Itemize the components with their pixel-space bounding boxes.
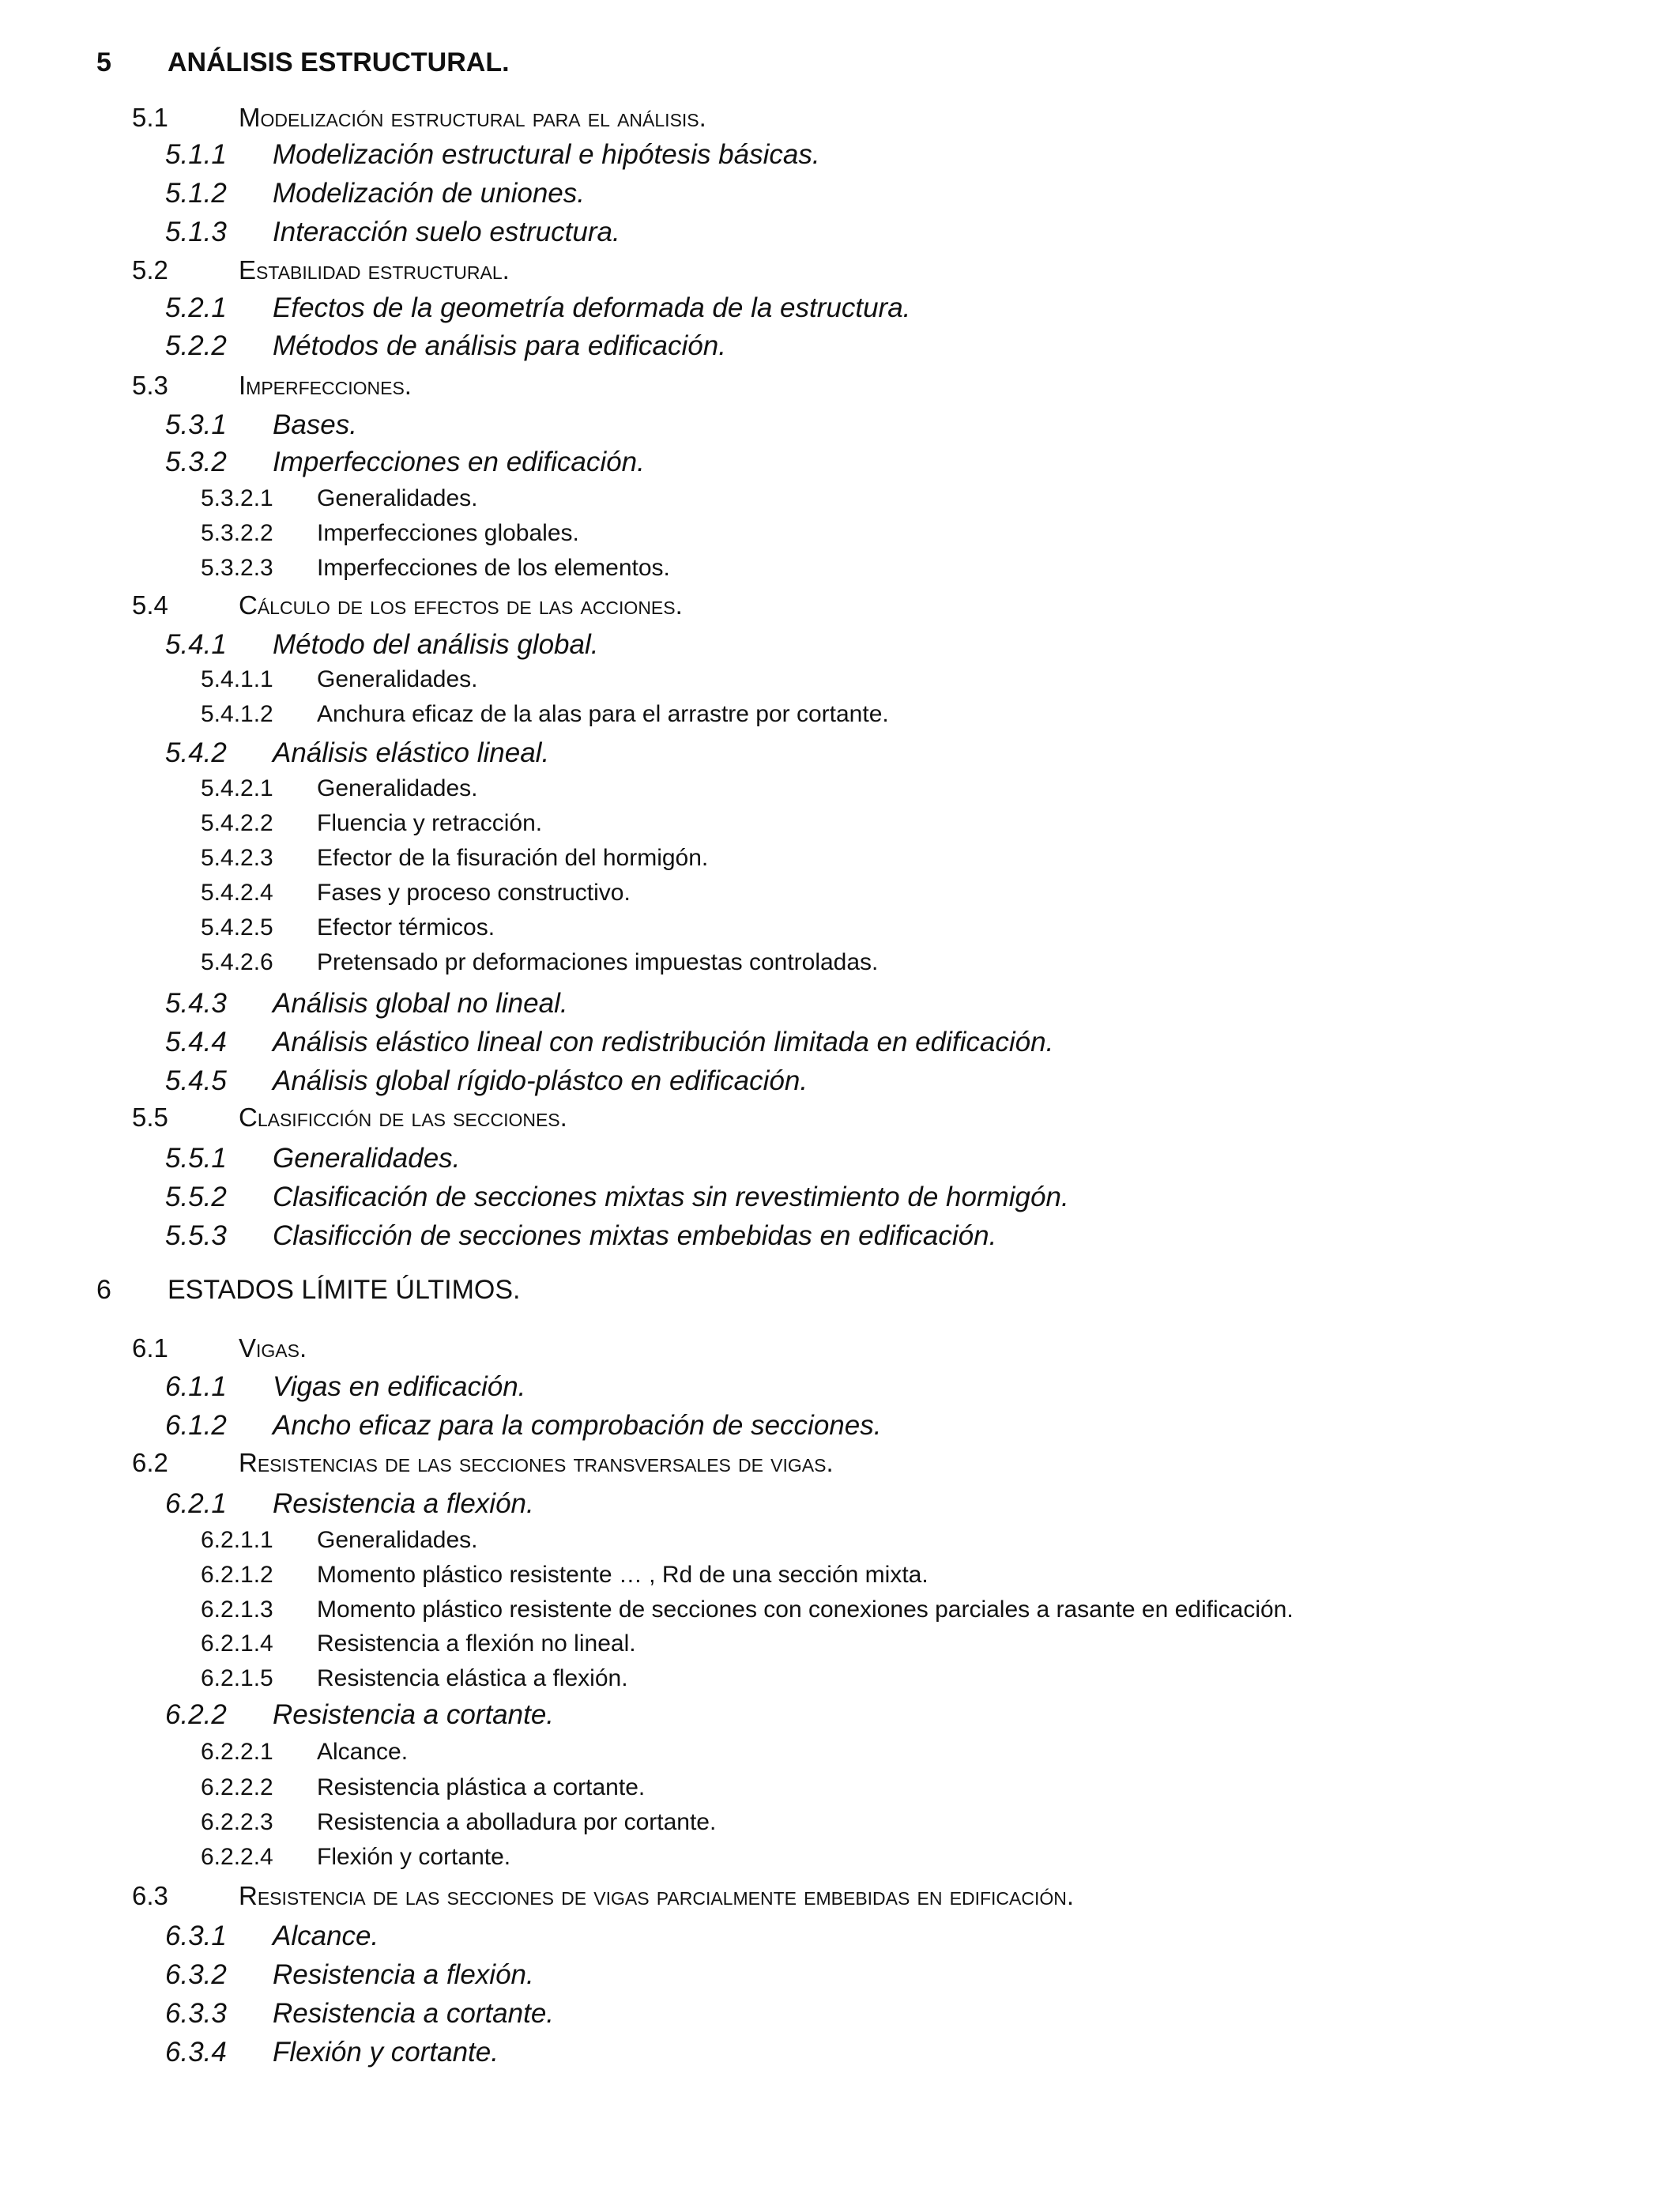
toc-entry-title: Efector térmicos.	[317, 914, 495, 941]
toc-entry-number: 6.2	[132, 1448, 168, 1477]
toc-entry-number: 5.1.2	[165, 178, 227, 209]
toc-entry-number: 5.4.1.2	[201, 701, 273, 727]
toc-entry-number: 6.2.2.3	[201, 1809, 273, 1835]
toc-entry-title: Imperfecciones en edificación.	[273, 447, 645, 477]
toc-entry-title: Estabilidad estructural.	[239, 255, 510, 285]
toc-entry-number: 5.4.2.4	[201, 880, 273, 906]
toc-entry-number: 5.4.2.3	[201, 845, 273, 871]
toc-entry-number: 6.2.1.5	[201, 1665, 273, 1691]
toc-entry-number: 5.4.2.5	[201, 914, 273, 941]
toc-entry-number: 6.3.4	[165, 2037, 227, 2068]
toc-entry-number: 5.4.2	[165, 737, 227, 768]
toc-entry-title: Fluencia y retracción.	[317, 810, 543, 836]
toc-entry-number: 6	[96, 1275, 111, 1305]
toc-entry-title: Momento plástico resistente de secciones con conexiones parciales a rasante en edificación.	[317, 1596, 1294, 1623]
toc-entry-title: Anchura eficaz de la alas para el arrastre por cortante.	[317, 701, 889, 727]
toc-entry-title: Imperfecciones.	[239, 371, 412, 400]
toc-entry-title: Vigas.	[239, 1333, 307, 1363]
toc-entry-title: Clasificción de las secciones.	[239, 1103, 567, 1132]
toc-entry-number: 5.4.5	[165, 1065, 227, 1096]
toc-entry-number: 6.1.2	[165, 1410, 227, 1441]
toc-entry-number: 5.1.3	[165, 217, 227, 247]
toc-entry-number: 5.5.3	[165, 1220, 227, 1251]
toc-entry-title: Métodos de análisis para edificación.	[273, 330, 726, 361]
toc-entry-number: 5.3.2	[165, 447, 227, 477]
toc-entry-number: 5.4.1	[165, 629, 227, 660]
toc-entry-number: 5.4	[132, 590, 168, 620]
toc-entry-title: Interacción suelo estructura.	[273, 217, 620, 247]
toc-entry-number: 5.2.2	[165, 330, 227, 361]
toc-entry-number: 5.1.1	[165, 139, 227, 170]
toc-entry-title: Vigas en edificación.	[273, 1371, 526, 1402]
toc-entry-title: Generalidades.	[317, 485, 478, 511]
toc-entry-number: 6.2.2.4	[201, 1844, 273, 1870]
toc-entry-title: Clasificción de secciones mixtas embebidas en edificación.	[273, 1220, 997, 1251]
toc-entry-title: Resistencia plástica a cortante.	[317, 1774, 646, 1800]
toc-entry-number: 6.2.1	[165, 1488, 227, 1519]
toc-entry-number: 5.3.1	[165, 409, 227, 440]
toc-entry-number: 6.3.1	[165, 1921, 227, 1951]
toc-entry-number: 6.2.2.1	[201, 1739, 273, 1765]
toc-entry-number: 6.2.2.2	[201, 1774, 273, 1800]
toc-entry-title: Efectos de la geometría deformada de la estructura.	[273, 292, 911, 323]
toc-entry-title: Alcance.	[273, 1921, 379, 1951]
toc-entry-title: Resistencia a cortante.	[273, 1998, 555, 2029]
toc-entry-number: 5.4.4	[165, 1027, 227, 1057]
toc-entry-title: Ancho eficaz para la comprobación de secciones.	[273, 1410, 882, 1441]
toc-entry-title: Resistencias de las secciones transversales de vigas.	[239, 1448, 834, 1477]
toc-entry-title: Resistencia a abolladura por cortante.	[317, 1809, 717, 1835]
toc-entry-number: 5.3.2.2	[201, 520, 273, 546]
toc-entry-number: 5.4.2.6	[201, 949, 273, 975]
toc-entry-number: 5.1	[132, 103, 168, 132]
toc-entry-title: Flexión y cortante.	[317, 1844, 511, 1870]
toc-entry-title: Efector de la fisuración del hormigón.	[317, 845, 709, 871]
toc-entry-title: Modelización estructural para el análisis.	[239, 103, 706, 132]
toc-entry-title: Generalidades.	[317, 666, 478, 692]
toc-entry-number: 5.2.1	[165, 292, 227, 323]
toc-entry-title: Bases.	[273, 409, 357, 440]
toc-entry-title: Pretensado pr deformaciones impuestas controladas.	[317, 949, 879, 975]
toc-entry-number: 5.5	[132, 1103, 168, 1132]
toc-entry-title: Análisis global no lineal.	[273, 988, 568, 1019]
toc-entry-title: Resistencia a flexión no lineal.	[317, 1630, 636, 1657]
toc-entry-number: 6.2.2	[165, 1699, 227, 1730]
toc-entry-title: Modelización estructural e hipótesis básicas.	[273, 139, 820, 170]
toc-entry-number: 6.3.3	[165, 1998, 227, 2029]
toc-entry-number: 5.5.1	[165, 1143, 227, 1174]
toc-entry-number: 5.2	[132, 255, 168, 285]
toc-entry-title: Resistencia elástica a flexión.	[317, 1665, 628, 1691]
toc-entry-title: Alcance.	[317, 1739, 409, 1765]
toc-entry-number: 6.2.1.2	[201, 1562, 273, 1588]
toc-entry-title: ESTADOS LÍMITE ÚLTIMOS.	[168, 1275, 521, 1305]
toc-entry-number: 6.2.1.3	[201, 1596, 273, 1623]
toc-entry-title: Resistencia de las secciones de vigas parcialmente embebidas en edificación.	[239, 1881, 1075, 1910]
toc-entry-title: Imperfecciones de los elementos.	[317, 555, 670, 581]
toc-entry-number: 6.2.1.4	[201, 1630, 273, 1657]
toc-entry-title: Generalidades.	[317, 1527, 478, 1553]
toc-entry-title: Análisis elástico lineal con redistribución limitada en edificación.	[273, 1027, 1054, 1057]
toc-entry-number: 5	[96, 47, 111, 77]
toc-entry-title: Generalidades.	[317, 775, 478, 801]
toc-entry-number: 5.5.2	[165, 1182, 227, 1212]
toc-entry-title: Momento plástico resistente … , Rd de una sección mixta.	[317, 1562, 929, 1588]
toc-entry-number: 5.4.1.1	[201, 666, 273, 692]
toc-entry-title: Análisis global rígido-plástco en edificación.	[273, 1065, 808, 1096]
toc-entry-title: ANÁLISIS ESTRUCTURAL.	[168, 47, 510, 77]
toc-entry-number: 6.1.1	[165, 1371, 227, 1402]
toc-entry-number: 6.3	[132, 1881, 168, 1910]
toc-entry-title: Método del análisis global.	[273, 629, 599, 660]
toc-entry-title: Resistencia a flexión.	[273, 1959, 534, 1990]
toc-entry-title: Flexión y cortante.	[273, 2037, 499, 2068]
toc-entry-number: 5.3.2.1	[201, 485, 273, 511]
toc-entry-title: Cálculo de los efectos de las acciones.	[239, 590, 683, 620]
toc-entry-number: 5.4.2.2	[201, 810, 273, 836]
toc-entry-title: Clasificación de secciones mixtas sin revestimiento de hormigón.	[273, 1182, 1069, 1212]
toc-entry-title: Imperfecciones globales.	[317, 520, 579, 546]
toc-entry-number: 5.4.3	[165, 988, 227, 1019]
toc-entry-title: Modelización de uniones.	[273, 178, 585, 209]
toc-entry-title: Generalidades.	[273, 1143, 461, 1174]
toc-entry-number: 5.3	[132, 371, 168, 400]
toc-entry-number: 5.3.2.3	[201, 555, 273, 581]
toc-entry-title: Fases y proceso constructivo.	[317, 880, 631, 906]
toc-entry-title: Resistencia a flexión.	[273, 1488, 534, 1519]
toc-entry-number: 6.3.2	[165, 1959, 227, 1990]
toc-entry-title: Análisis elástico lineal.	[273, 737, 550, 768]
toc-entry-number: 6.1	[132, 1333, 168, 1363]
toc-entry-number: 5.4.2.1	[201, 775, 273, 801]
toc-entry-number: 6.2.1.1	[201, 1527, 273, 1553]
toc-entry-title: Resistencia a cortante.	[273, 1699, 555, 1730]
